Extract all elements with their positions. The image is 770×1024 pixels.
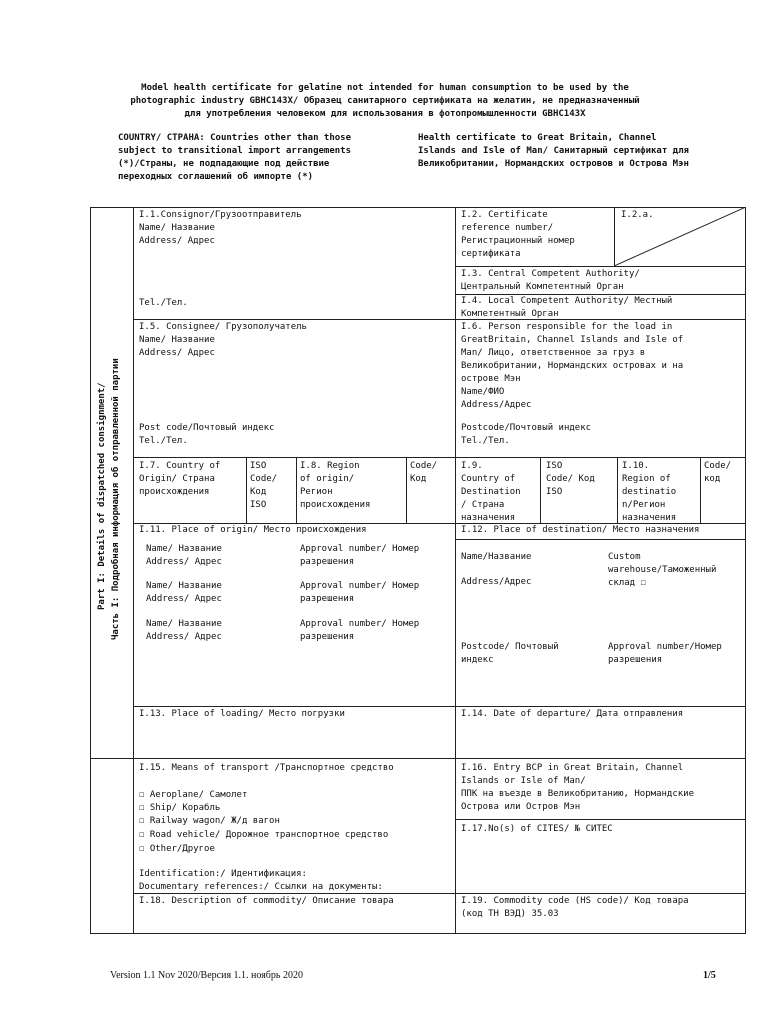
place-of-origin-entry-3[interactable]: Name/ Название Address/ Адрес	[146, 619, 222, 642]
field-region-destination-code[interactable]: Code/ код	[704, 461, 732, 484]
document-title	[80, 82, 690, 121]
field-consignee[interactable]: I.5. Consignee/ Грузополучатель Name/ Название Address/ Адрес	[139, 322, 307, 358]
place-of-origin-approval-1[interactable]: Approval number/ Номер разрешения	[300, 544, 420, 567]
title-line-3: для употребления человеком для использования в фотопромышленности GBHC143X	[184, 109, 586, 119]
place-of-origin-approval-2[interactable]: Approval number/ Номер разрешения	[300, 581, 420, 604]
field-description-of-commodity[interactable]: I.18. Description of commodity/ Описание товара	[139, 896, 394, 906]
transport-option-road[interactable]: ☐ Road vehicle/ Дорожное транспортное средство	[139, 830, 389, 840]
page-number: 1/5	[703, 970, 716, 981]
place-of-origin-approval-3[interactable]: Approval number/ Номер разрешения	[300, 619, 420, 642]
field-region-of-origin[interactable]: I.8. Region of origin/ Регион происхождения	[300, 461, 371, 510]
field-place-of-origin-label: I.11. Place of origin/ Место происхождения	[139, 525, 367, 535]
destination-address[interactable]: Address/Адрес	[461, 577, 532, 587]
field-means-of-transport-label: I.15. Means of transport /Транспортное средство	[139, 763, 394, 773]
destination-postcode[interactable]: Postcode/ Почтовый индекс	[461, 642, 559, 665]
place-of-origin-entry-1[interactable]: Name/ Название Address/ Адрес	[146, 544, 222, 567]
field-certificate-reference[interactable]: I.2. Certificate reference number/ Регистрационный номер сертификата	[461, 210, 575, 259]
field-consignor[interactable]: I.1.Consignor/Грузоотправитель Name/ Название Address/ Адрес	[139, 210, 302, 246]
field-local-authority[interactable]: I.4. Local Competent Authority/ Местный Компетентный Орган	[461, 296, 673, 319]
title-line-2: photographic industry GBHC143X/ Образец санитарного сертификата на желатин, не предназначенный	[130, 96, 640, 106]
consignee-post: Post code/Почтовый индекс Tel./Тел.	[139, 423, 275, 446]
field-entry-bcp[interactable]: I.16. Entry BCP in Great Britain, Channel Islands or Isle of Man/ ППК на въезде в Великобританию, Нормандские Острова или Остров Мэн	[461, 763, 694, 812]
title-line-1: Model health certificate for gelatine not intended for human consumption to be used by the	[141, 83, 629, 93]
country-block: COUNTRY/ СТРАНА: Countries other than those subject to transitional import arrangements (*)/Страны, не подпадающие под действие переходных соглашений об импорте (*)	[118, 133, 351, 182]
field-country-of-origin[interactable]: I.7. Country of Origin/ Страна происхождения	[139, 461, 221, 497]
column-divider	[455, 207, 456, 934]
field-commodity-code[interactable]: I.19. Commodity code (HS code)/ Код товара (код ТН ВЭД) 35.03	[461, 896, 689, 919]
field-origin-iso-code[interactable]: ISO Code/ Код ISO	[250, 461, 278, 510]
destination-name[interactable]: Name/Название	[461, 552, 532, 562]
field-region-of-destination[interactable]: I.10. Region of destinatio n/Регион назначения	[622, 461, 677, 523]
person-responsible-post: Postcode/Почтовый индекс Tel./Тел.	[461, 423, 592, 446]
place-of-origin-entry-2[interactable]: Name/ Название Address/ Адрес	[146, 581, 222, 604]
transport-option-railway[interactable]: ☐ Railway wagon/ Ж/д вагон	[139, 816, 280, 826]
field-place-of-loading[interactable]: I.13. Place of loading/ Место погрузки	[139, 709, 345, 719]
transport-option-aeroplane[interactable]: ☐ Aeroplane/ Самолет	[139, 790, 248, 800]
part-label-ru: Часть I: Подробная информация об отправленной партии	[111, 358, 121, 640]
field-destination-iso-code[interactable]: ISO Code/ Код ISO	[546, 461, 595, 497]
footer-version: Version 1.1 Nov 2020/Версия 1.1. ноябрь 2020	[110, 970, 303, 981]
part-label-en: Part I: Details of dispatched consignment/	[97, 382, 107, 610]
field-i2a[interactable]: I.2.a.	[621, 210, 654, 220]
destination-approval-number[interactable]: Approval number/Номер разрешения	[608, 642, 722, 665]
consignor-tel: Tel./Тел.	[139, 298, 188, 308]
transport-option-ship[interactable]: ☐ Ship/ Корабль	[139, 803, 221, 813]
field-date-of-departure[interactable]: I.14. Date of departure/ Дата отправления	[461, 709, 684, 719]
transport-option-other[interactable]: ☐ Other/Другое	[139, 844, 215, 854]
field-person-responsible[interactable]: I.6. Person responsible for the load in GreatBritain, Channel Islands and Isle of Man/ Лицо, ответственное за груз в Великобритании, Нормандских островах и на острове Мэн Name/ФИО Address/Адрес	[461, 322, 684, 410]
certificate-scope-block: Health certificate to Great Britain, Channel Islands and Isle of Man/ Санитарный сертификат для Великобритании, Нормандских островов и Острова Мэн	[418, 133, 689, 169]
custom-warehouse-checkbox[interactable]: Custom warehouse/Таможенный склад ☐	[608, 552, 717, 588]
side-strip-divider	[133, 207, 134, 934]
field-place-of-destination-label: I.12. Place of destination/ Место назначения	[461, 525, 700, 535]
field-cites-number[interactable]: I.17.No(s) of CITES/ № СИТЕС	[461, 824, 613, 834]
field-central-authority[interactable]: I.3. Central Competent Authority/ Центральный Компетентный Орган	[461, 269, 640, 292]
field-region-origin-code[interactable]: Code/ Код	[410, 461, 438, 484]
transport-identification[interactable]: Identification:/ Идентификация: Documentary references:/ Ссылки на документы:	[139, 869, 383, 892]
field-country-of-destination[interactable]: I.9. Country of Destination / Страна назначения	[461, 461, 521, 523]
